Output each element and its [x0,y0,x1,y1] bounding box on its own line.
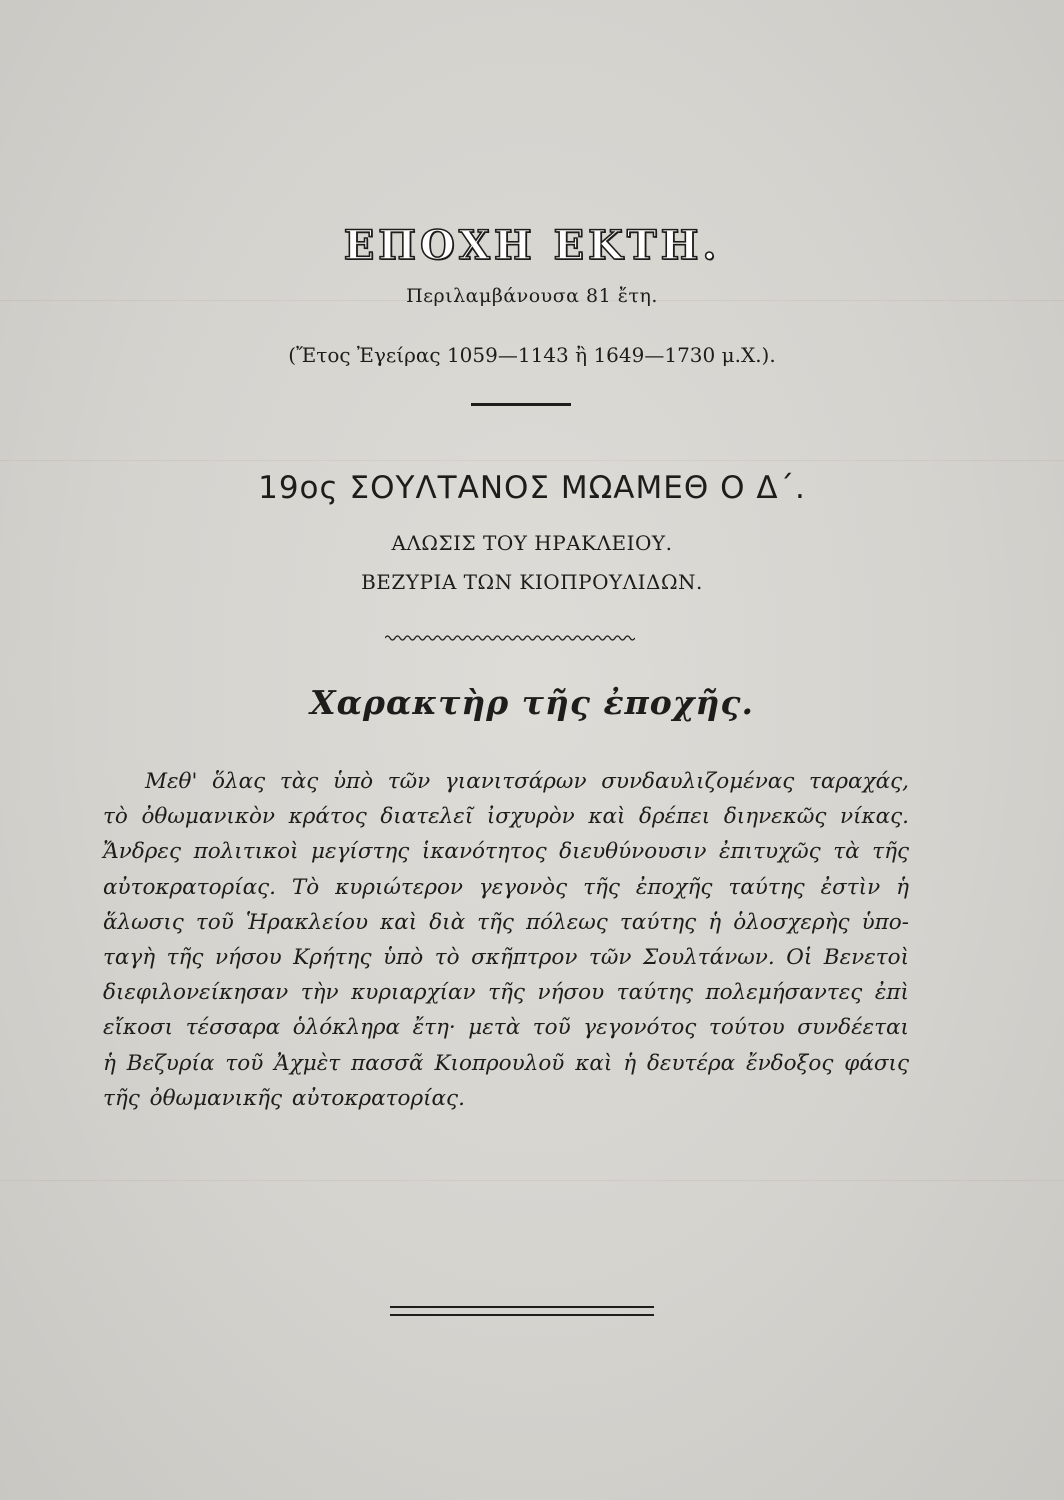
separator-rule [471,403,571,406]
epoch-title: ΕΠΟΧΗ ΕΚΤΗ. [343,222,721,269]
epoch-subtitle: Περιλαμβάνουσα 81 ἔτη. [406,285,658,307]
chapter-subtitle: ΒΕΖΥΡΙΑ ΤΩΝ ΚΙΟΠΡΟΥΛΙΔΩΝ. [361,570,703,594]
body-paragraph: Μεθ' ὅλας τὰς ὑπὸ τῶν γιανιτσάρων συνδαυλιζομένας ταραχάς, τὸ ὀθωμανικὸν κράτος διατελεῖ ἰσχυρὸν καὶ δρέπει διηνεκῶς νίκας. Ἄνδρες πολιτικοὶ μεγίστης ἱκανότητος διευθύνουσιν ἐπιτυχῶς τὰ τῆς αὐτοκρατορίας. Τὸ κυριώτερον γεγονὸς τῆς ἐποχῆς ταύτης ἐστὶν ἡ ἅλωσις τοῦ Ἡρακλείου καὶ διὰ τῆς πόλεως ταύτης ἡ ὁλοσχερὴς ὑποταγὴ τῆς νήσου Κρήτης ὑπὸ τὸ σκῆπτρον τῶν Σουλτάνων. Οἱ Βενετοὶ διεφιλονείκησαν τὴν κυριαρχίαν τῆς νήσου ταύτης πολεμήσαντες ἐπὶ εἴκοσι τέσσαρα ὁλόκληρα ἔτη· μετὰ τοῦ γεγονότος τούτου συνδέεται ἡ Βεζυρία τοῦ Ἀχμὲτ πασσᾶ Κιοπρουλοῦ καὶ ἡ δευτέρα ἔνδοξος φάσις τῆς ὀθωμανικῆς αὐτοκρατορίας. [103,769,909,1111]
epoch-years: (Ἔτος Ἐγείρας 1059—1143 ἢ 1649—1730 μ.Χ.). [288,343,776,367]
double-rule [390,1306,654,1316]
chapter-title: 19ος ΣΟΥΛΤΑΝΟΣ ΜΩΑΜΕΘ Ο Δ΄. [258,470,806,506]
section-heading: Χαρακτὴρ τῆς ἐποχῆς. [310,683,754,722]
bleed-through-line [0,1180,1064,1181]
bleed-through-line [0,460,1064,461]
chapter-subtitle: ΑΛΩΣΙΣ ΤΟΥ ΗΡΑΚΛΕΙΟΥ. [391,531,673,555]
wavy-rule [385,633,635,643]
